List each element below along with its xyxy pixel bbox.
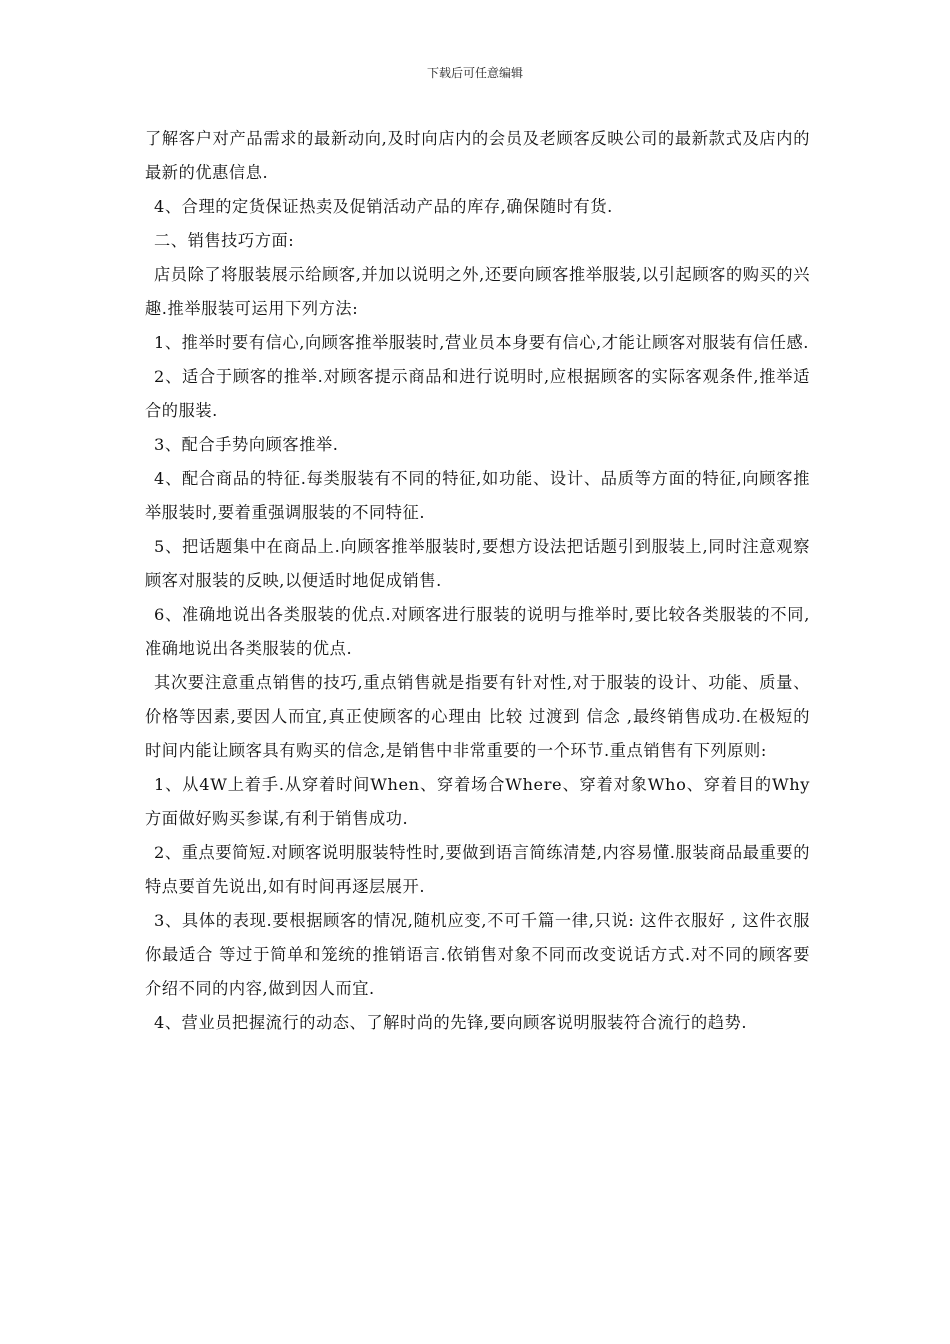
paragraph: 其次要注意重点销售的技巧,重点销售就是指要有针对性,对于服装的设计、功能、质量、价格等因素,要因人而宜,真正使顾客的心理由 比较 过渡到 信念 ,最终销售成功.在极短的时间内能让顾客具有购买的信念,是销售中非常重要的一个环节.重点销售有下列原则:: [145, 673, 810, 760]
section-heading: 二、销售技巧方面:: [154, 231, 295, 250]
paragraph: 了解客户对产品需求的最新动向,及时向店内的会员及老顾客反映公司的最新款式及店内的最新的优惠信息.: [145, 129, 810, 182]
list-item: 2、重点要简短.对顾客说明服装特性时,要做到语言简练清楚,内容易懂.服装商品最重要的特点要首先说出,如有时间再逐层展开.: [145, 843, 810, 896]
paragraph: 店员除了将服装展示给顾客,并加以说明之外,还要向顾客推举服装,以引起顾客的购买的兴趣.推举服装可运用下列方法:: [145, 265, 810, 318]
list-item: 4、配合商品的特征.每类服装有不同的特征,如功能、设计、品质等方面的特征,向顾客推举服装时,要着重强调服装的不同特征.: [145, 469, 810, 522]
list-item: 6、准确地说出各类服装的优点.对顾客进行服装的说明与推举时,要比较各类服装的不同,准确地说出各类服装的优点.: [145, 605, 810, 658]
list-item: 5、把话题集中在商品上.向顾客推举服装时,要想方设法把话题引到服装上,同时注意观察顾客对服装的反映,以便适时地促成销售.: [145, 537, 810, 590]
document-body: [145, 122, 810, 1040]
list-item: 3、配合手势向顾客推举.: [154, 435, 339, 454]
list-item: 2、适合于顾客的推举.对顾客提示商品和进行说明时,应根据顾客的实际客观条件,推举适合的服装.: [145, 367, 810, 420]
paragraph: 4、合理的定货保证热卖及促销活动产品的库存,确保随时有货.: [154, 197, 613, 216]
list-item: 1、从4W上着手.从穿着时间When、穿着场合Where、穿着对象Who、穿着目的Why方面做好购买参谋,有利于销售成功.: [145, 775, 810, 828]
list-item: 4、营业员把握流行的动态、了解时尚的先锋,要向顾客说明服装符合流行的趋势.: [154, 1013, 748, 1032]
page-header: 下载后可任意编辑: [426, 66, 523, 80]
list-item: 3、具体的表现.要根据顾客的情况,随机应变,不可千篇一律,只说: 这件衣服好 , 这件衣服你最适合 等过于简单和笼统的推销语言.依销售对象不同而改变说话方式.对不同的顾客要介绍不同的内容,做到因人而宜.: [145, 911, 810, 998]
list-item: 1、推举时要有信心,向顾客推举服装时,营业员本身要有信心,才能让顾客对服装有信任感.: [154, 333, 810, 352]
